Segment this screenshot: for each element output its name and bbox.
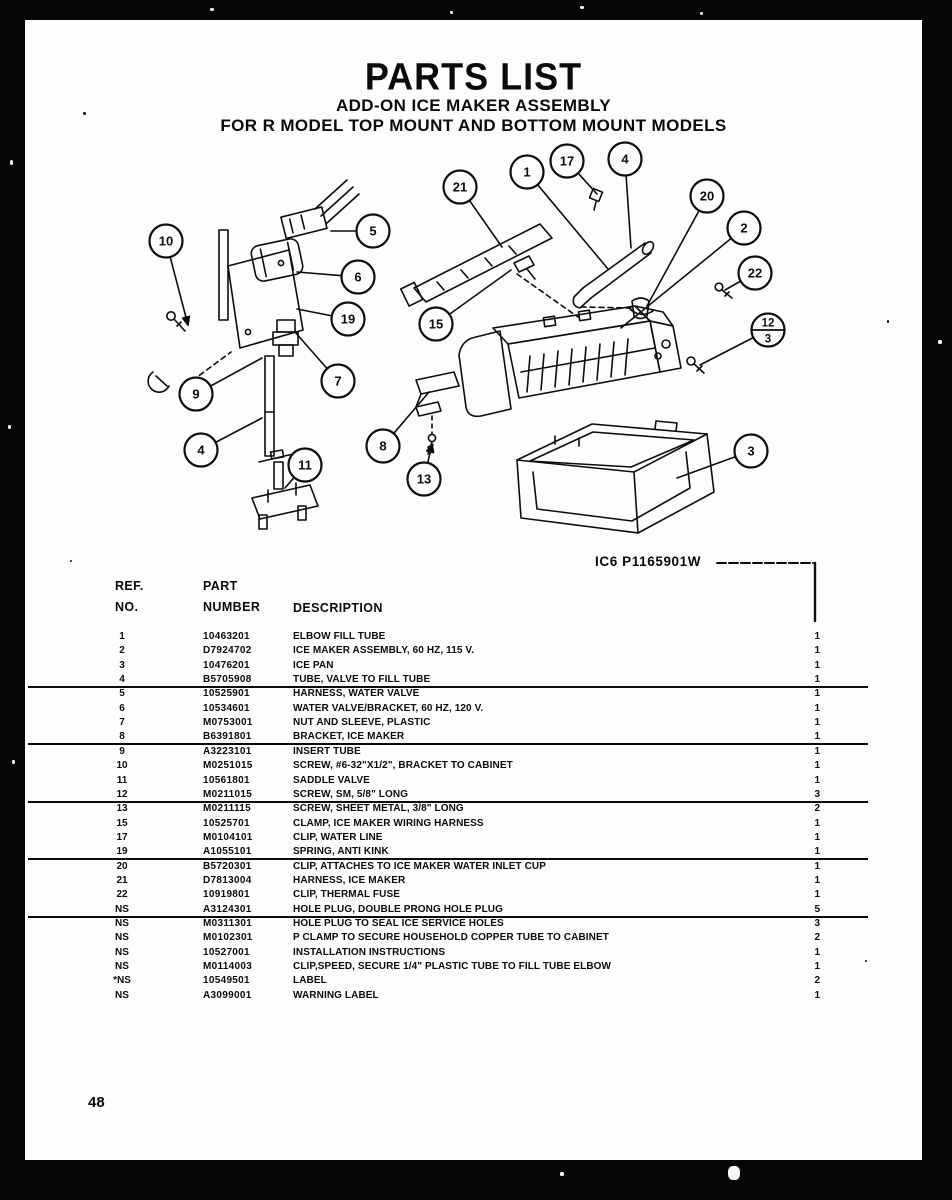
quantity-cell: 1 (814, 961, 820, 973)
kit-number-label: IC6 P1165901W (595, 554, 702, 569)
scan-artifact (10, 160, 13, 165)
svg-text:1: 1 (523, 164, 531, 180)
description-cell: HOLE PLUG, DOUBLE PRONG HOLE PLUG (293, 903, 503, 915)
scan-artifact (8, 425, 11, 429)
svg-text:5: 5 (369, 223, 377, 239)
part-number-cell: A3223101 (203, 745, 252, 757)
page-subtitle-line2: FOR R MODEL TOP MOUNT AND BOTTOM MOUNT MODELS (220, 116, 727, 135)
part-number-cell: M0104101 (203, 831, 253, 843)
ref-no-cell: NS (115, 961, 129, 973)
part-number-cell: B6391801 (203, 731, 252, 743)
table-row (28, 874, 868, 888)
quantity-cell: 1 (814, 817, 820, 829)
part-number-cell: M0114003 (203, 961, 253, 973)
callout-5 (331, 215, 390, 248)
svg-text:20: 20 (699, 188, 715, 204)
quantity-cell: 1 (814, 731, 820, 743)
diagram-label-bracket (717, 563, 815, 621)
scan-artifact (938, 340, 942, 344)
svg-text:6: 6 (354, 269, 362, 285)
table-row (28, 745, 868, 759)
part-number-cell: 10549501 (203, 975, 250, 987)
part-number-cell: 10463201 (203, 631, 250, 642)
ice-maker-harness (401, 224, 578, 317)
callout-6 (297, 261, 375, 294)
ref-no-cell: 15 (116, 817, 128, 829)
callout-4 (185, 418, 263, 467)
ref-no-cell: NS (115, 903, 129, 915)
ref-no-cell: 20 (116, 860, 128, 872)
ref-no-cell: 21 (116, 874, 128, 886)
ref-no-cell: 6 (119, 702, 125, 714)
part-number-cell: M0311301 (203, 918, 253, 929)
description-cell: INSTALLATION INSTRUCTIONS (293, 946, 446, 958)
quantity-cell: 3 (814, 788, 820, 800)
description-cell: HARNESS, WATER VALVE (293, 688, 420, 700)
scan-artifact (560, 1172, 564, 1176)
ref-no-cell: *NS (113, 975, 131, 987)
ref-no-cell: 3 (119, 659, 125, 671)
description-cell: SCREW, SM, 5/8" LONG (293, 788, 409, 800)
scan-artifact (887, 320, 889, 323)
ref-no-cell: 7 (119, 717, 125, 729)
quantity-cell: 2 (814, 932, 820, 944)
part-number-cell: M0251015 (203, 760, 253, 772)
table-row (28, 946, 868, 960)
quantity-cell: 1 (814, 631, 820, 642)
scan-artifact (865, 960, 867, 962)
callout-20 (647, 180, 724, 307)
table-row (28, 931, 868, 945)
page-number: 48 (88, 1094, 105, 1111)
description-cell: CLIP, ATTACHES TO ICE MAKER WATER INLET CUP (293, 860, 547, 872)
description-cell: WARNING LABEL (293, 989, 379, 1001)
description-cell: TUBE, VALVE TO FILL TUBE (293, 674, 431, 686)
part-number-cell: M0102301 (203, 932, 253, 944)
part-number-cell: A3099001 (203, 989, 252, 1001)
svg-text:9: 9 (192, 386, 200, 402)
svg-text:19: 19 (340, 311, 356, 327)
scan-artifact (83, 112, 86, 115)
part-number-cell: 10525901 (203, 688, 250, 700)
callout-8 (367, 392, 430, 463)
part-number-cell: A3124301 (203, 903, 252, 915)
description-cell: ICE PAN (293, 659, 334, 671)
scan-artifact (700, 12, 703, 15)
table-row (28, 817, 868, 831)
harness-connector (281, 207, 327, 239)
part-number-cell: M0753001 (203, 717, 253, 729)
description-cell: HOLE PLUG TO SEAL ICE SERVICE HOLES (293, 918, 504, 929)
callout-21 (444, 171, 503, 248)
callout-10 (150, 225, 190, 326)
scan-artifact (580, 6, 584, 9)
description-cell: BRACKET, ICE MAKER (293, 731, 405, 743)
table-row (28, 917, 868, 931)
ref-no-cell: NS (115, 918, 129, 929)
ref-no-cell: 12 (116, 788, 128, 800)
quantity-cell: 1 (814, 645, 820, 657)
part-number-cell: 10525701 (203, 817, 250, 829)
page (25, 20, 922, 1160)
ref-no-cell: NS (115, 989, 129, 1001)
svg-text:3: 3 (747, 443, 755, 459)
callout-19 (297, 303, 365, 336)
quantity-cell: 1 (814, 674, 820, 686)
part-number-cell: 10527001 (203, 946, 250, 958)
callout-17 (551, 145, 598, 195)
ref-no-cell: NS (115, 946, 129, 958)
svg-text:21: 21 (452, 179, 468, 195)
scan-artifact (12, 760, 15, 764)
ref-no-cell: 11 (116, 774, 128, 786)
ref-no-cell: 13 (116, 803, 128, 815)
part-number-cell: M0211115 (203, 803, 252, 815)
ref-no-cell: 17 (116, 831, 128, 843)
description-cell: SADDLE VALVE (293, 774, 370, 786)
description-cell: HARNESS, ICE MAKER (293, 874, 406, 886)
quantity-cell: 1 (814, 946, 820, 958)
quantity-cell: 2 (814, 803, 820, 815)
part-number-cell: B5720301 (203, 860, 252, 872)
description-cell: CLAMP, ICE MAKER WIRING HARNESS (293, 817, 484, 829)
svg-text:11: 11 (298, 457, 312, 473)
table-row (28, 702, 868, 716)
callout-7 (295, 332, 355, 398)
callout-22 (725, 257, 772, 291)
quantity-cell: 1 (814, 846, 820, 858)
svg-text:12: 12 (761, 317, 775, 330)
part-number-cell: A1055101 (203, 846, 252, 858)
description-cell: CLIP, WATER LINE (293, 831, 383, 843)
table-row (28, 860, 868, 874)
description-cell: SCREW, SHEET METAL, 3/8" LONG (293, 803, 464, 815)
description-cell: SPRING, ANTI KINK (293, 846, 389, 858)
quantity-cell: 1 (814, 760, 820, 772)
table-row (28, 960, 868, 974)
table-row (28, 659, 868, 673)
quantity-cell: 1 (814, 659, 820, 671)
svg-text:4: 4 (197, 442, 205, 458)
quantity-cell: 1 (814, 745, 820, 757)
description-cell: P CLAMP TO SECURE HOUSEHOLD COPPER TUBE TO CABINET (293, 932, 609, 944)
ref-no-cell: 2 (119, 645, 125, 657)
scan-artifact (70, 560, 72, 562)
callout-9 (180, 358, 263, 411)
svg-text:3: 3 (764, 333, 772, 346)
ref-no-cell: 4 (119, 674, 125, 686)
quantity-cell: 2 (814, 975, 820, 987)
svg-text:4: 4 (621, 151, 629, 167)
ref-no-cell: NS (115, 932, 129, 944)
part-number-cell: 10919801 (203, 889, 250, 901)
description-cell: LABEL (293, 975, 327, 987)
callout-15 (420, 270, 512, 341)
fill-tube (573, 188, 656, 308)
quantity-cell: 1 (814, 889, 820, 901)
table-row (28, 831, 868, 845)
table-header-description: DESCRIPTION (293, 601, 383, 615)
quantity-cell: 1 (814, 688, 820, 700)
table-header-ref: REF. NO. (115, 579, 144, 614)
ice-maker-assembly (459, 298, 681, 416)
table-header-part: PART NUMBER (203, 579, 261, 614)
water-valve-assembly (148, 180, 362, 456)
svg-text:22: 22 (747, 265, 763, 281)
quantity-cell: 1 (814, 717, 820, 729)
quantity-cell: 1 (814, 831, 820, 843)
callout-12-3 (700, 314, 785, 366)
part-number-cell: D7813004 (203, 874, 252, 886)
description-cell: CLIP, THERMAL FUSE (293, 889, 400, 901)
svg-text:7: 7 (334, 373, 342, 389)
description-cell: INSERT TUBE (293, 745, 361, 757)
page-subtitle-line1: ADD-ON ICE MAKER ASSEMBLY (335, 96, 612, 115)
part-number-cell: 10534601 (203, 702, 250, 714)
callout-4 (609, 143, 642, 249)
table-row (28, 974, 868, 988)
quantity-cell: 1 (814, 774, 820, 786)
part-number-cell: M0211015 (203, 788, 253, 800)
ice-maker-bracket (416, 372, 459, 454)
description-cell: ELBOW FILL TUBE (293, 631, 386, 642)
callout-13 (408, 444, 441, 496)
table-row (28, 802, 868, 816)
description-cell: CLIP,SPEED, SECURE 1/4" PLASTIC TUBE TO FILL TUBE ELBOW (293, 961, 612, 973)
table-row (28, 630, 868, 644)
table-row (28, 774, 868, 788)
description-cell: ICE MAKER ASSEMBLY, 60 HZ, 115 V. (293, 645, 475, 657)
ice-pan (517, 421, 714, 533)
svg-text:15: 15 (428, 316, 444, 332)
quantity-cell: 5 (814, 903, 820, 915)
ref-no-cell: 9 (119, 745, 125, 757)
table-row (28, 759, 868, 773)
quantity-cell: 1 (814, 989, 820, 1001)
description-cell: NUT AND SLEEVE, PLASTIC (293, 717, 431, 729)
scan-artifact (210, 8, 214, 11)
quantity-cell: 1 (814, 702, 820, 714)
scan-artifact (450, 11, 453, 14)
parts-table (28, 630, 868, 1010)
ref-no-cell: 22 (116, 889, 128, 901)
ref-no-cell: 5 (119, 688, 125, 700)
table-row (28, 687, 868, 701)
part-number-cell: B5705908 (203, 674, 252, 686)
quantity-cell: 3 (814, 918, 820, 929)
quantity-cell: 1 (814, 860, 820, 872)
table-row (28, 716, 868, 730)
part-number-cell: D7924702 (203, 645, 252, 657)
page-title: PARTS LIST (364, 54, 583, 98)
table-row (28, 888, 868, 902)
description-cell: WATER VALVE/BRACKET, 60 HZ, 120 V. (293, 702, 484, 714)
svg-text:2: 2 (740, 220, 748, 236)
scan-artifact (728, 1166, 740, 1180)
svg-text:10: 10 (158, 233, 174, 249)
svg-text:13: 13 (416, 471, 432, 487)
ref-no-cell: 10 (116, 760, 128, 772)
table-row (28, 989, 868, 1003)
svg-text:17: 17 (559, 153, 575, 169)
part-number-cell: 10561801 (203, 774, 250, 786)
table-row (28, 644, 868, 658)
svg-text:8: 8 (379, 438, 387, 454)
description-cell: SCREW, #6-32"X1/2", BRACKET TO CABINET (293, 760, 513, 772)
quantity-cell: 1 (814, 874, 820, 886)
part-number-cell: 10476201 (203, 659, 250, 671)
ref-no-cell: 19 (116, 846, 128, 858)
ref-no-cell: 1 (119, 631, 125, 642)
ref-no-cell: 8 (119, 731, 125, 743)
